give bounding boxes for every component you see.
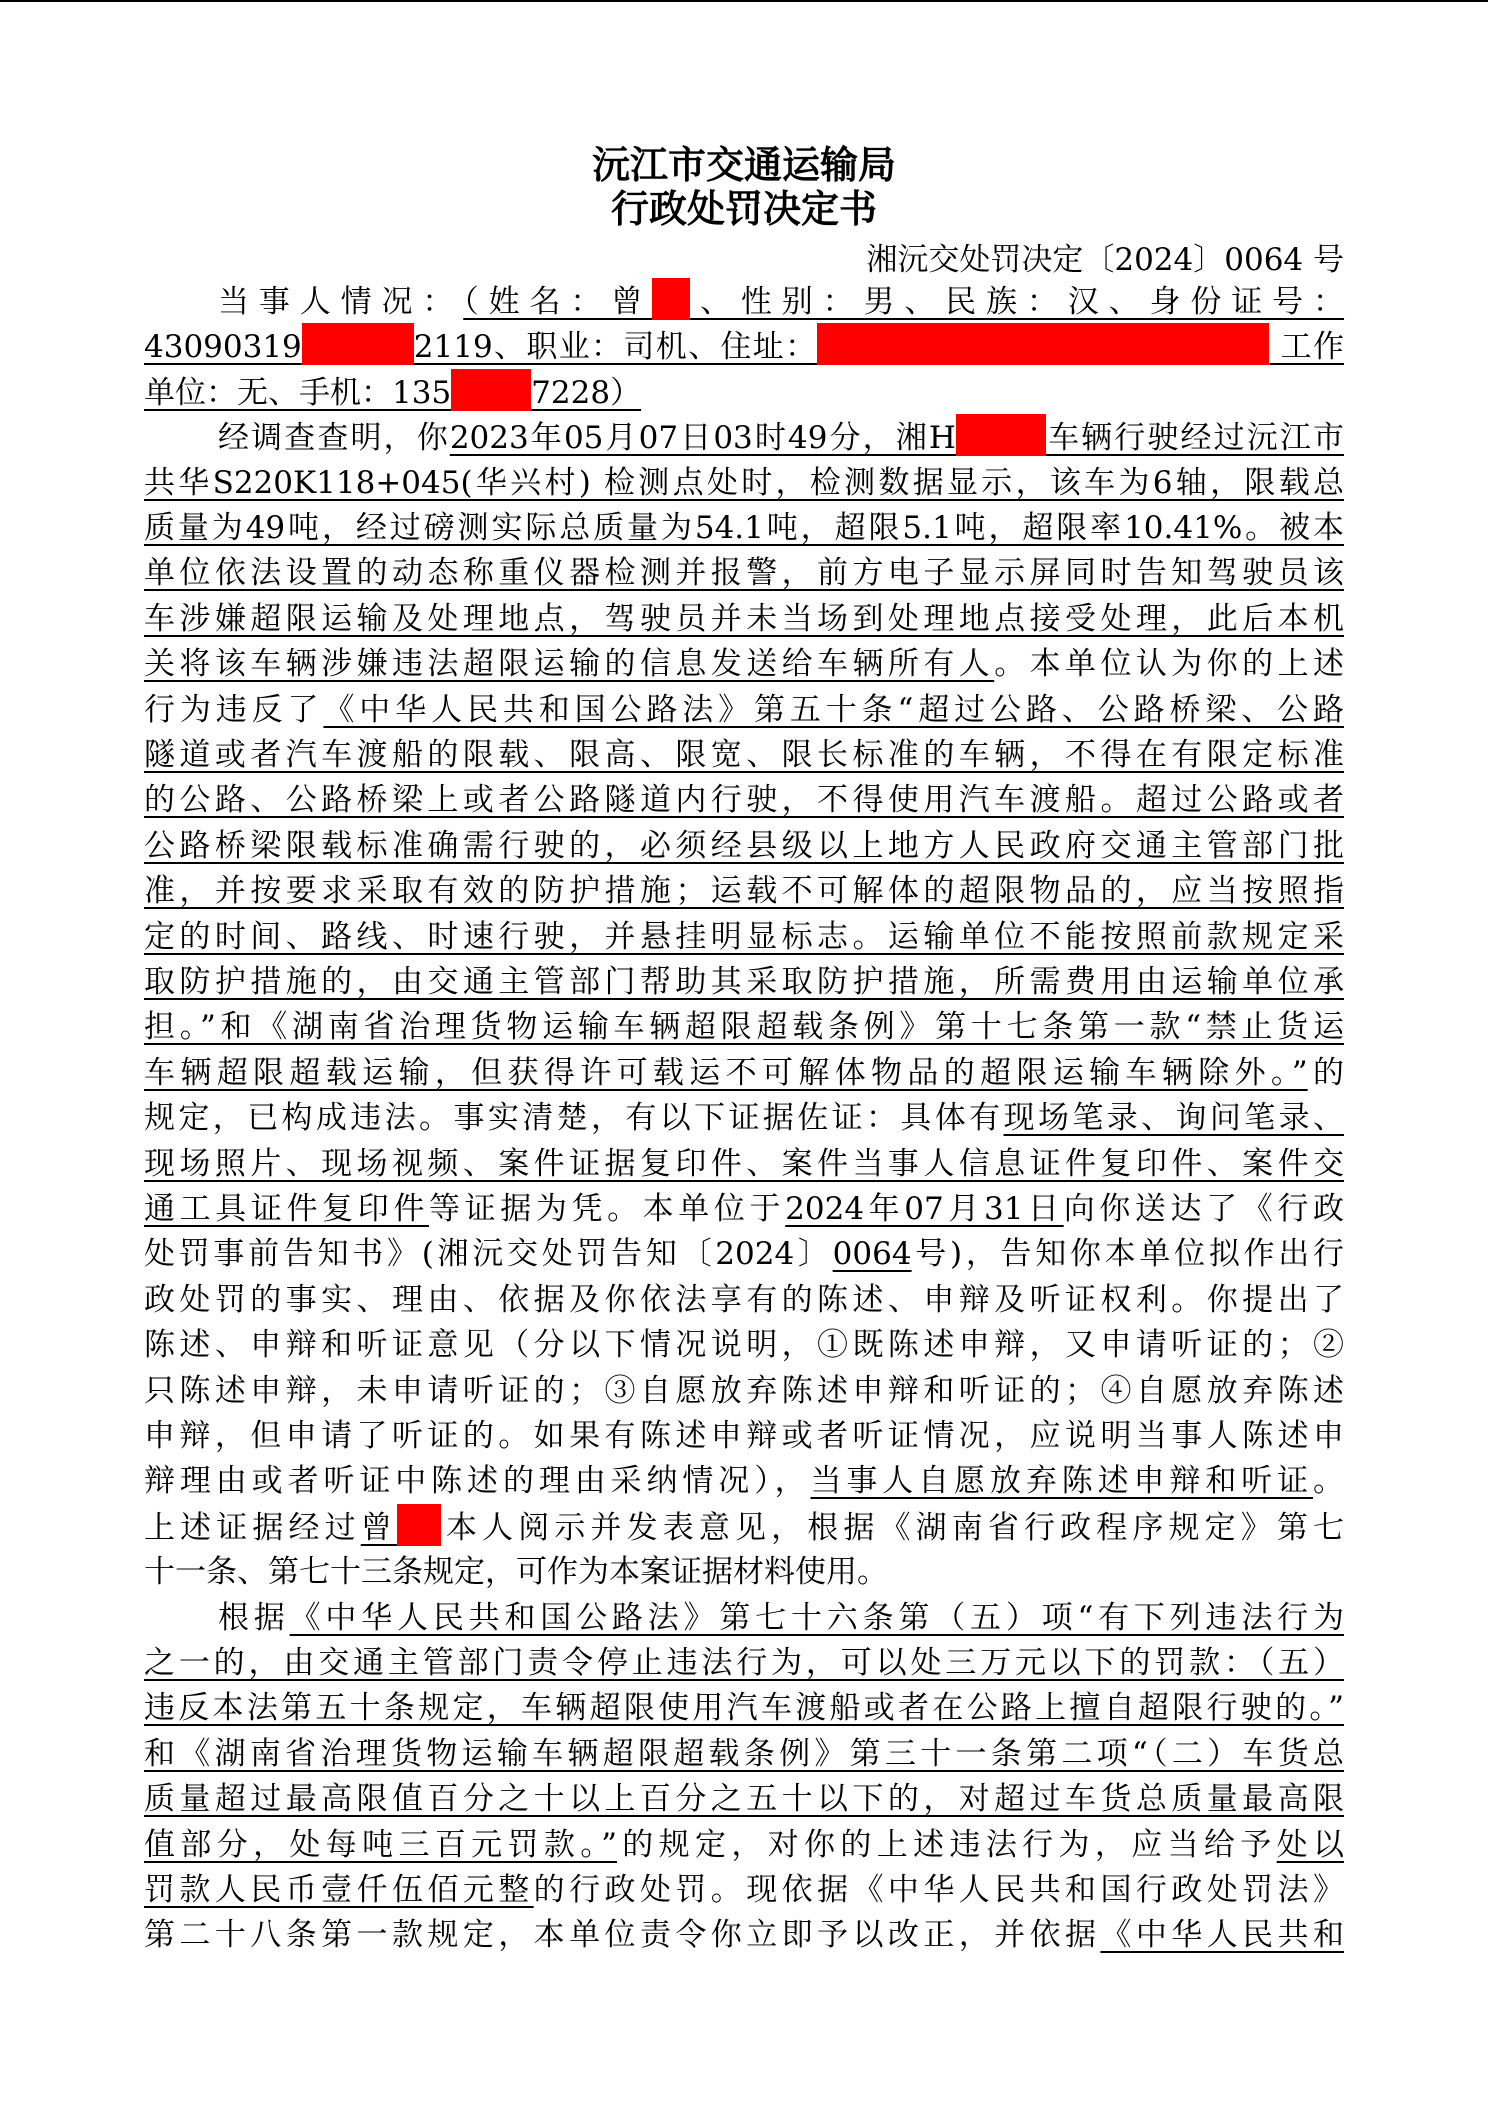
- filled-field-text: 2023年05月07日03时49分，湘H: [449, 420, 956, 457]
- filled-field-text: 《中华人民共和: [1100, 1917, 1344, 1954]
- text-line: [144, 959, 1344, 1005]
- text-line: [144, 369, 1344, 415]
- text-segment: 号)，告知你本单位拟作出行: [911, 1236, 1344, 1273]
- text-segment: 政处罚的事实、理由、依据及你依法享有的陈述、申辩及听证权利。你提出了: [144, 1281, 1344, 1318]
- text-segment: 的行政处罚。现依据《中华人民共和国行政处罚法》: [533, 1872, 1345, 1908]
- filled-field-text: 曾: [360, 1509, 397, 1546]
- text-segment: 申辩，但申请了听证的。如果有陈述申辩或者听证情况，应说明当事人陈述申: [144, 1418, 1344, 1454]
- text-segment: 的规定，对你的上述违法行为，应当给予: [616, 1826, 1277, 1863]
- filled-field-text: 公路桥梁限载标准确需行驶的，必须经县级以上地方人民政府交通主管部门批: [144, 827, 1344, 864]
- text-segment: 只陈述申辩，未申请听证的；③自愿放弃陈述申辩和听证的；④自愿放弃陈述: [144, 1372, 1344, 1409]
- filled-field-text: 处以: [1276, 1826, 1344, 1863]
- filled-field-text: 关将该车辆涉嫌违法超限运输的信息发送给车辆所有人: [144, 646, 995, 683]
- filled-field-text: 的公路、公路桥梁上或者公路隧道内行驶，不得使用汽车渡船。超过公路或者: [144, 782, 1344, 819]
- filled-field-text: 0064: [832, 1236, 912, 1273]
- text-segment: 辩理由或者听证中陈述的理由采纳情况），: [144, 1463, 811, 1500]
- redaction-block: [817, 323, 1269, 365]
- filled-field-text: 质量为49吨，经过磅测实际总质量为54.1吨，超限5.1吨，超限率10.41%。被本: [144, 510, 1344, 546]
- filled-field-text: 通工具证件复印件: [144, 1191, 429, 1227]
- text-line: [144, 460, 1344, 506]
- text-line: [144, 1095, 1344, 1141]
- filled-field-text: 现场笔录、询问笔录、: [1003, 1100, 1345, 1137]
- text-line: [144, 777, 1344, 823]
- filled-field-text: 车涉嫌超限运输及处理地点，驾驶员并未当场到处理地点接受处理，此后本机: [144, 600, 1344, 637]
- filled-field-text: 车辆超限超载运输，但获得许可载运不可解体物品的超限运输车辆除外。”: [144, 1054, 1308, 1091]
- filled-field-text: （姓名：曾: [463, 284, 653, 320]
- text-line: [144, 1322, 1344, 1368]
- filled-field-text: 7228）: [531, 374, 642, 411]
- issuing-authority-title: 沅江市交通运输局: [591, 142, 896, 187]
- filled-field-text: 车辆行驶经过沅江市: [1045, 420, 1345, 457]
- text-line: [144, 1640, 1344, 1686]
- text-line: [144, 550, 1344, 596]
- text-line: [144, 1231, 1344, 1277]
- filled-field-text: 《中华人民共和国公路法》第五十条“超过公路、公路桥梁、公路: [323, 691, 1344, 728]
- text-line: [144, 1504, 1344, 1550]
- text-segment: 处罚事前告知书》(湘沅交处罚告知〔2024〕: [144, 1236, 833, 1273]
- redaction-block: [302, 323, 414, 365]
- redaction-block: [451, 369, 531, 411]
- filled-field-text: 单位依法设置的动态称重仪器检测并报警，前方电子显示屏同时告知驾驶员该: [144, 555, 1344, 592]
- text-line: [144, 1050, 1344, 1096]
- filled-field-text: 2024年07月31日: [785, 1191, 1064, 1227]
- text-line: [144, 914, 1344, 960]
- filled-field-text: 和《湖南省治理货物运输车辆超限超载条例》第三十一条第二项“（二）车货总: [144, 1735, 1344, 1772]
- text-segment: 本人阅示并发表意见，根据《湖南省行政程序规定》第七: [440, 1509, 1344, 1546]
- document-number: 湘沅交处罚决定〔2024〕0064 号: [866, 242, 1344, 278]
- text-segment: 等证据为凭。本单位于: [428, 1191, 786, 1227]
- text-segment: 根据: [218, 1599, 290, 1636]
- text-line: [144, 1141, 1344, 1187]
- filled-field-text: 《中华人民共和国公路法》第七十六条第（五）项“有下列违法行为: [289, 1599, 1344, 1636]
- text-line: [144, 505, 1344, 551]
- filled-field-text: 违反本法第五十条规定，车辆超限使用汽车渡船或者在公路上擅自超限行驶的。”: [144, 1690, 1344, 1727]
- text-line: [144, 868, 1344, 914]
- filled-field-text: 质量超过最高限值百分之十以上百分之五十以下的，对超过车货总质量最高限: [144, 1781, 1344, 1818]
- filled-field-text: 罚款人民币壹仟伍佰元整: [144, 1872, 534, 1908]
- text-segment: 第二十八条第一款规定，本单位责令你立即予以改正，并依据: [144, 1917, 1101, 1954]
- text-line: [144, 1549, 1344, 1595]
- text-line: [144, 1413, 1344, 1459]
- text-segment: 陈述、申辩和听证意见（分以下情况说明，①既陈述申辩，又申请听证的；②: [144, 1327, 1344, 1364]
- text-line: [144, 323, 1344, 369]
- text-line: [144, 1912, 1344, 1958]
- redaction-block: [956, 414, 1046, 456]
- text-segment: 规定，已构成违法。事实清楚，有以下证据佐证：具体有: [144, 1100, 1004, 1137]
- text-line: [144, 414, 1344, 460]
- text-line: [144, 732, 1344, 778]
- document-type-title: 行政处罚决定书: [610, 186, 877, 231]
- filled-field-text: 担。”和《湖南省治理货物运输车辆超限超载条例》第十七条第一款“禁止货运: [144, 1009, 1344, 1046]
- text-line: [144, 1277, 1344, 1323]
- text-line: [144, 1822, 1344, 1868]
- filled-field-text: 工作: [1269, 329, 1344, 366]
- text-line: [144, 1186, 1344, 1232]
- filled-field-text: 、性别：男、民族：汉、身份证号：: [690, 284, 1345, 320]
- text-line: [144, 1776, 1344, 1822]
- filled-field-text: 取防护措施的，由交通主管部门帮助其采取防护措施，所需费用由运输单位承: [144, 964, 1344, 1000]
- text-line: [144, 1004, 1344, 1050]
- filled-field-text: 单位：无、手机：135: [144, 374, 452, 411]
- text-segment: 十一条、第七十三条规定，可作为本案证据材料使用。: [144, 1554, 888, 1591]
- text-segment: 。: [1313, 1463, 1344, 1500]
- filled-field-text: 现场照片、现场视频、案件证据复印件、案件当事人信息证件复印件、案件交: [144, 1145, 1344, 1182]
- filled-field-text: 43090319: [144, 329, 302, 366]
- text-segment: 当事人情况：: [218, 284, 464, 320]
- filled-field-text: 共华S220K118+045(华兴村) 检测点处时，检测数据显示，该车为6轴，限载总: [144, 464, 1344, 501]
- text-line: [144, 1685, 1344, 1731]
- filled-field-text: 值部分，处每吨三百元罚款。”: [144, 1826, 617, 1863]
- text-line: [144, 1595, 1344, 1641]
- filled-field-text: 定的时间、路线、时速行驶，并悬挂明显标志。运输单位不能按照前款规定采: [144, 918, 1344, 955]
- redaction-block: [397, 1504, 441, 1546]
- text-line: [144, 687, 1344, 733]
- filled-field-text: 当事人自愿放弃陈述申辩和听证: [810, 1463, 1313, 1500]
- filled-field-text: 隧道或者汽车渡船的限载、限高、限宽、限长标准的车辆，不得在有限定标准: [144, 737, 1344, 773]
- text-line: [144, 1368, 1344, 1414]
- text-segment: 。本单位认为你的上述: [994, 646, 1345, 683]
- text-line: [144, 1731, 1344, 1777]
- filled-field-text: 之一的，由交通主管部门责令停止违法行为，可以处三万元以下的罚款：（五）: [144, 1645, 1344, 1681]
- text-segment: 行为违反了: [144, 691, 324, 728]
- text-segment: 上述证据经过: [144, 1509, 361, 1546]
- text-line: [144, 641, 1344, 687]
- redaction-block: [652, 278, 690, 320]
- text-line: [144, 596, 1344, 642]
- text-line: [144, 1867, 1344, 1913]
- text-segment: 向你送达了《行政: [1063, 1191, 1345, 1227]
- text-line: [144, 1458, 1344, 1504]
- filled-field-text: 准，并按要求采取有效的防护措施；运载不可解体的超限物品的，应当按照指: [144, 873, 1344, 910]
- text-line: [144, 278, 1344, 324]
- text-segment: 的: [1307, 1054, 1344, 1091]
- text-segment: 经调查查明，你: [218, 420, 450, 457]
- text-line: [144, 823, 1344, 869]
- filled-field-text: 2119、职业：司机、住址：: [413, 329, 818, 366]
